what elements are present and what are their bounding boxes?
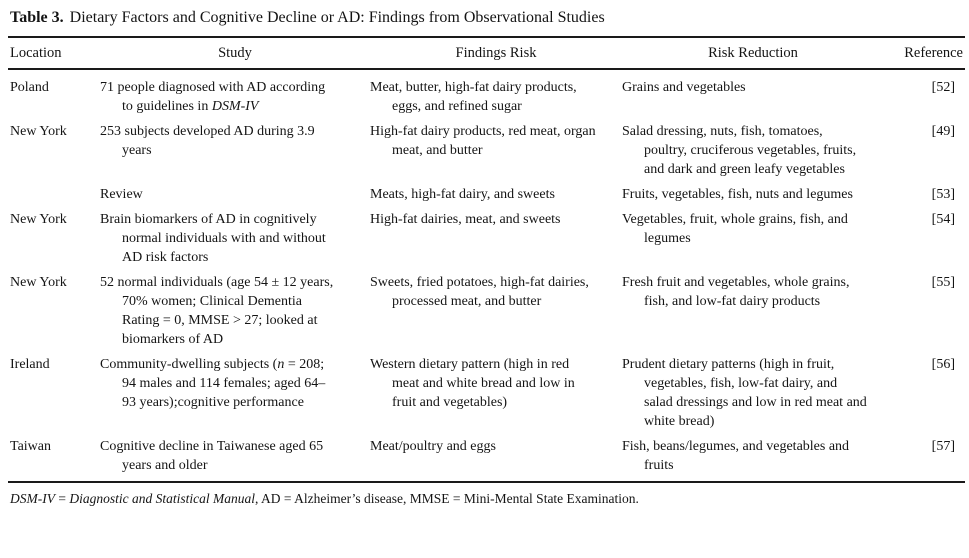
column-header-findings-risk: Findings Risk <box>370 37 622 69</box>
cell-findings-risk <box>370 69 622 122</box>
risk-reduction-text: Fish, beans/legumes, and vegetables and fruits <box>622 439 850 473</box>
cell-study <box>100 355 370 437</box>
study-text: 71 people diagnosed with AD according to guidelines in DSM-IV <box>100 80 326 114</box>
risk-reduction-text: Fresh fruit and vegetables, whole grains, fish, and low-fat dairy products <box>622 275 850 309</box>
cell-reference: [54] <box>931 212 955 227</box>
column-header-reference: Reference <box>884 37 965 69</box>
footnote-definitions: , AD = Alzheimer’s disease, MMSE = Mini-Mental State Examination. <box>254 491 639 506</box>
findings-risk-text: Meat/poultry and eggs <box>370 439 496 454</box>
cell-location: New York <box>10 275 67 290</box>
table-title-text: Dietary Factors and Cognitive Decline or AD: Findings from Observational Studies <box>69 9 605 26</box>
risk-reduction-text: Vegetables, fruit, whole grains, fish, and legumes <box>622 212 848 246</box>
cell-location: Poland <box>10 80 49 95</box>
cell-findings-risk <box>370 185 622 210</box>
findings-risk-text: High-fat dairy products, red meat, organ meat, and butter <box>370 124 596 158</box>
table-title <box>8 5 965 36</box>
column-header-study: Study <box>100 37 370 69</box>
table-row <box>8 122 965 185</box>
findings-risk-text: Western dietary pattern (high in red meat and white bread and low in fruit and vegetables) <box>370 357 575 410</box>
cell-location: Taiwan <box>10 439 52 454</box>
cell-reference: [49] <box>931 124 955 139</box>
table-footnote: DSM-IV = Diagnostic and Statistical Manual, AD = Alzheimer’s disease, MMSE = Mini-Mental State Examination. <box>10 491 639 506</box>
table-number-label: Table 3. <box>10 9 64 26</box>
cell-reference: [56] <box>931 357 955 372</box>
cell-risk-reduction <box>622 210 884 273</box>
column-header-risk-reduction: Risk Reduction <box>622 37 884 69</box>
findings-risk-text: High-fat dairies, meat, and sweets <box>370 212 561 227</box>
study-text: Cognitive decline in Taiwanese aged 65 years and older <box>100 439 324 473</box>
cell-findings-risk <box>370 210 622 273</box>
dietary-factors-table <box>8 36 965 483</box>
header-row <box>8 37 965 69</box>
table-row <box>8 185 965 210</box>
cell-location: New York <box>10 212 67 227</box>
cell-study <box>100 69 370 122</box>
footnote-manual-title: Diagnostic and Statistical Manual <box>69 491 255 506</box>
study-text: 52 normal individuals (age 54 ± 12 years, 70% women; Clinical Dementia Rating = 0, MMSE > 27; looked at biomarkers of AD <box>100 275 334 347</box>
risk-reduction-text: Salad dressing, nuts, fish, tomatoes, poultry, cruciferous vegetables, fruits, and dark and green leafy vegetables <box>622 124 857 177</box>
cell-reference: [53] <box>931 187 955 202</box>
cell-study <box>100 122 370 185</box>
cell-risk-reduction <box>622 273 884 355</box>
findings-risk-text: Sweets, fried potatoes, high-fat dairies, processed meat, and butter <box>370 275 589 309</box>
study-text: Brain biomarkers of AD in cognitively normal individuals with and without AD risk factors <box>100 212 326 265</box>
risk-reduction-text: Prudent dietary patterns (high in fruit, vegetables, fish, low-fat dairy, and salad dressings and low in red meat and white bread) <box>622 357 867 429</box>
cell-reference: [52] <box>931 80 955 95</box>
cell-findings-risk <box>370 122 622 185</box>
cell-risk-reduction <box>622 185 884 210</box>
study-text: Review <box>100 187 143 202</box>
risk-reduction-text: Grains and vegetables <box>622 80 746 95</box>
cell-location: New York <box>10 124 67 139</box>
column-header-location: Location <box>8 37 100 69</box>
cell-study <box>100 185 370 210</box>
cell-risk-reduction <box>622 122 884 185</box>
cell-study <box>100 437 370 482</box>
table-row <box>8 273 965 355</box>
findings-risk-text: Meat, butter, high-fat dairy products, eggs, and refined sugar <box>370 80 577 114</box>
table-row <box>8 437 965 482</box>
risk-reduction-text: Fruits, vegetables, fish, nuts and legumes <box>622 187 853 202</box>
cell-risk-reduction <box>622 437 884 482</box>
cell-location: Ireland <box>10 357 50 372</box>
cell-findings-risk <box>370 355 622 437</box>
table-row <box>8 355 965 437</box>
cell-findings-risk <box>370 273 622 355</box>
cell-location <box>8 185 100 210</box>
footnote-abbrev: DSM-IV <box>10 491 55 506</box>
cell-study <box>100 273 370 355</box>
study-text: 253 subjects developed AD during 3.9 years <box>100 124 315 158</box>
cell-risk-reduction <box>622 69 884 122</box>
cell-reference: [55] <box>931 275 955 290</box>
cell-findings-risk <box>370 437 622 482</box>
table-row <box>8 210 965 273</box>
cell-reference: [57] <box>931 439 955 454</box>
cell-risk-reduction <box>622 355 884 437</box>
study-text: Community-dwelling subjects (n = 208; 94 males and 114 females; aged 64–93 years);cognitive performance <box>100 357 326 410</box>
table-row <box>8 69 965 122</box>
findings-risk-text: Meats, high-fat dairy, and sweets <box>370 187 555 202</box>
cell-study <box>100 210 370 273</box>
